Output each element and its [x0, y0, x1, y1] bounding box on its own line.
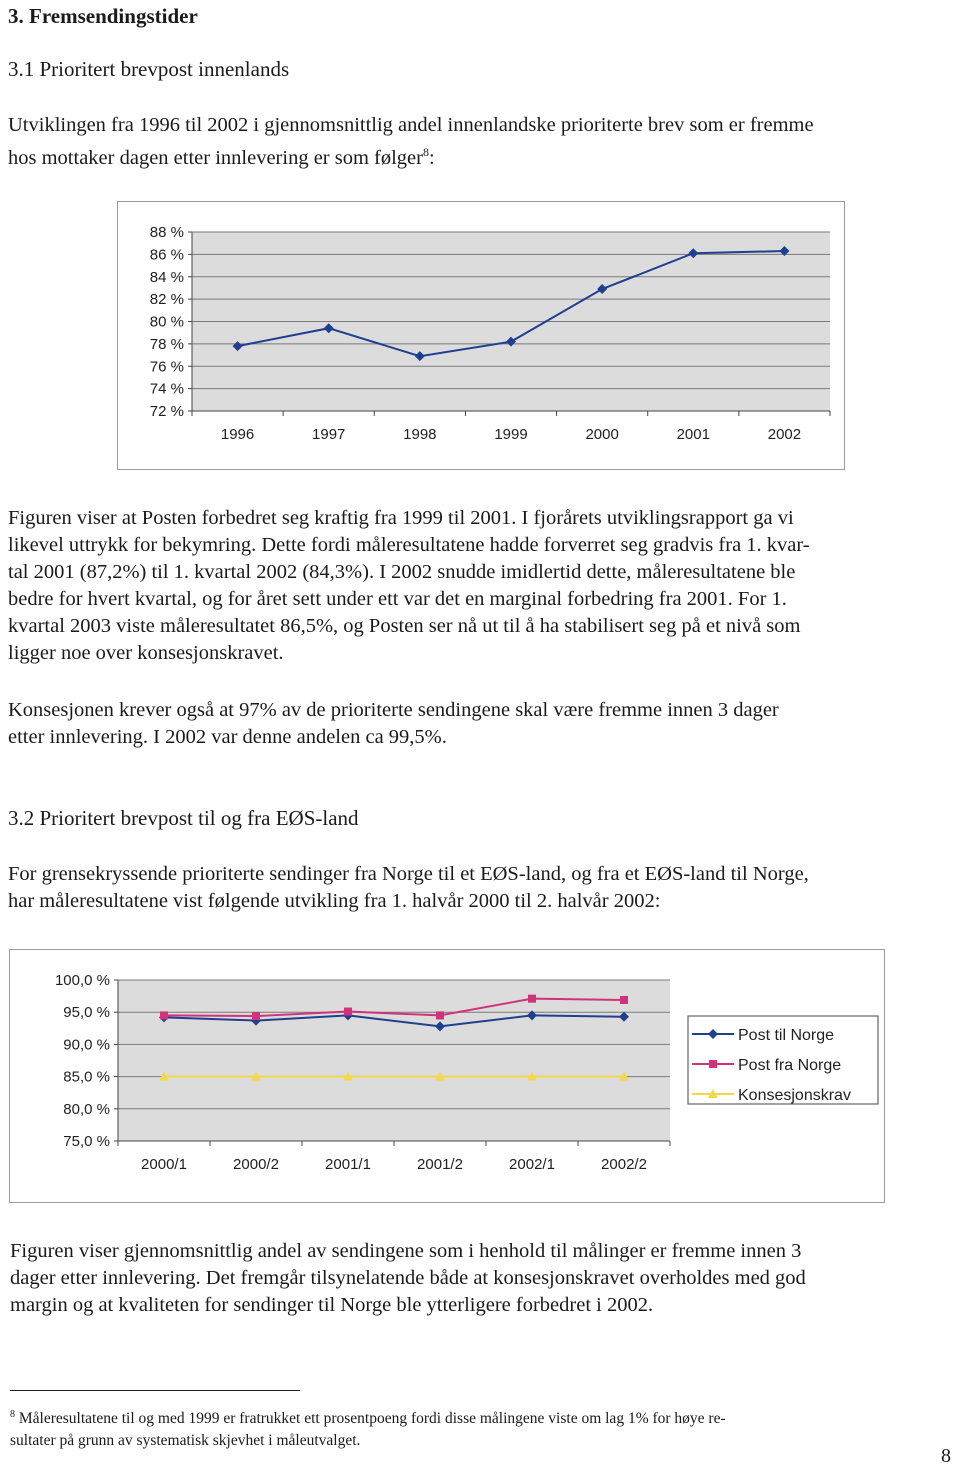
section2-para [10, 1238, 960, 1319]
section-title-3-1: 3.1 Prioritert brevpost innenlands [8, 57, 290, 81]
y-tick-label: 88 % [149, 224, 184, 241]
section2-intro [8, 861, 958, 915]
para1-line: likevel uttrykk for bekymring. Dette fordi måleresultatene hadde forverret seg gradvis fra 1. kvar- [8, 534, 810, 556]
page-number: 8 [941, 1445, 951, 1467]
x-tick-label: 1997 [312, 426, 346, 443]
footnote-text-2: sultater på grunn av systematisk skjevhet i måleutvalget. [10, 1432, 361, 1450]
y-tick-label: 86 % [149, 246, 184, 264]
footnote-ref[interactable]: 8 [423, 145, 429, 159]
section2-intro-line: har måleresultatene vist følgende utvikling fra 1. halvår 2000 til 2. halvår 2002: [8, 890, 661, 912]
x-tick-label: 1999 [494, 426, 528, 443]
x-tick-label: 2000/2 [233, 1156, 279, 1173]
plot-area [118, 980, 670, 1141]
y-tick-label: 90,0 % [63, 1036, 110, 1054]
chart-1-frame [117, 201, 845, 470]
x-tick-label: 2001/2 [417, 1156, 463, 1173]
intro-line-2-text: hos mottaker dagen etter innlevering er som følger [8, 146, 423, 169]
para1-line: bedre for hvert kvartal, og for året sett under ett var det en marginal forbedring fra 2001. For 1. [8, 588, 787, 610]
data-point [160, 1011, 168, 1019]
y-tick-label: 85,0 % [63, 1068, 110, 1086]
section2-para-line: Figuren viser gjennomsnittlig andel av sendingene som i henhold til målinger er fremme innen 3 [10, 1240, 802, 1262]
intro-line-2 [8, 139, 958, 172]
y-tick-label: 95,0 % [63, 1004, 110, 1022]
footnote-line-1 [10, 1404, 950, 1430]
para1-line: kvartal 2003 viste måleresultatet 86,5%, og Posten ser nå ut til å ha stabilisert seg på et nivå som [8, 615, 801, 637]
section1-intro [8, 112, 958, 172]
section2-intro-line: For grensekryssende prioriterte sendinger fra Norge til et EØS-land, og fra et EØS-land til Norge, [8, 863, 809, 885]
chart-1 [118, 202, 844, 469]
x-tick-label: 2002/1 [509, 1156, 555, 1173]
section2-para-line: margin og at kvaliteten for sendinger til Norge ble ytterligere forbedret i 2002. [10, 1294, 654, 1316]
x-tick-label: 1996 [220, 426, 255, 443]
data-point [252, 1012, 260, 1020]
y-tick-label: 74 % [149, 380, 184, 398]
data-point [436, 1011, 444, 1019]
x-tick-label: 2001/1 [325, 1156, 371, 1173]
para2-line: etter innlevering. I 2002 var denne andelen ca 99,5%. [8, 726, 447, 748]
section1-para1 [8, 505, 958, 667]
section1-para2 [8, 697, 958, 751]
chart-2 [10, 950, 884, 1202]
data-point [528, 995, 536, 1003]
legend-label: Post fra Norge [738, 1057, 842, 1074]
footnote [10, 1404, 950, 1452]
x-tick-label: 2001 [676, 426, 710, 443]
y-tick-label: 84 % [149, 268, 184, 286]
data-point [344, 1008, 352, 1016]
footnote-rule [10, 1390, 300, 1391]
para1-line: tal 2001 (87,2%) til 1. kvartal 2002 (84,3%). I 2002 snudde imidlertid dette, måleresultatene ble [8, 561, 796, 583]
intro-line-2-end: : [429, 146, 435, 169]
x-tick-label: 2000 [585, 426, 619, 443]
section2-para-line: dager etter innlevering. Det fremgår tilsynelatende både at konsesjonskravet overholdes med god [10, 1267, 806, 1289]
x-tick-label: 1998 [403, 426, 437, 443]
y-tick-label: 78 % [149, 335, 184, 353]
x-tick-label: 2000/1 [141, 1156, 187, 1173]
x-tick-label: 2002/2 [601, 1156, 647, 1173]
footnote-mark: 8 [10, 1409, 15, 1420]
legend-marker [709, 1060, 717, 1068]
x-tick-label: 2002 [767, 426, 802, 443]
y-tick-label: 100,0 % [54, 972, 110, 989]
y-tick-label: 80,0 % [63, 1100, 110, 1118]
chart-2-frame [9, 949, 885, 1203]
y-tick-label: 76 % [149, 358, 184, 376]
legend-label: Konsesjonskrav [738, 1087, 851, 1104]
footnote-text-1: Måleresultatene til og med 1999 er fratrukket ett prosentpoeng fordi disse målingene viste om lag 1% for høye re- [18, 1410, 726, 1428]
para1-line: ligger noe over konsesjonskravet. [8, 642, 284, 664]
chapter-heading: 3. Fremsendingstider [8, 4, 198, 28]
para1-line: Figuren viser at Posten forbedret seg kraftig fra 1999 til 2001. I fjorårets utviklingsrapport ga vi [8, 507, 794, 529]
legend-label: Post til Norge [738, 1027, 835, 1044]
y-tick-label: 75,0 % [63, 1133, 110, 1150]
data-point [620, 996, 628, 1004]
y-tick-label: 72 % [149, 403, 184, 420]
y-tick-label: 82 % [149, 291, 184, 309]
section-title-3-2: 3.2 Prioritert brevpost til og fra EØS-land [8, 806, 359, 830]
para2-line: Konsesjonen krever også at 97% av de prioriterte sendingene skal være fremme innen 3 dager [8, 699, 779, 721]
intro-line-1: Utviklingen fra 1996 til 2002 i gjennomsnittlig andel innenlandske prioriterte brev som er fremme [8, 114, 814, 136]
y-tick-label: 80 % [149, 313, 184, 331]
